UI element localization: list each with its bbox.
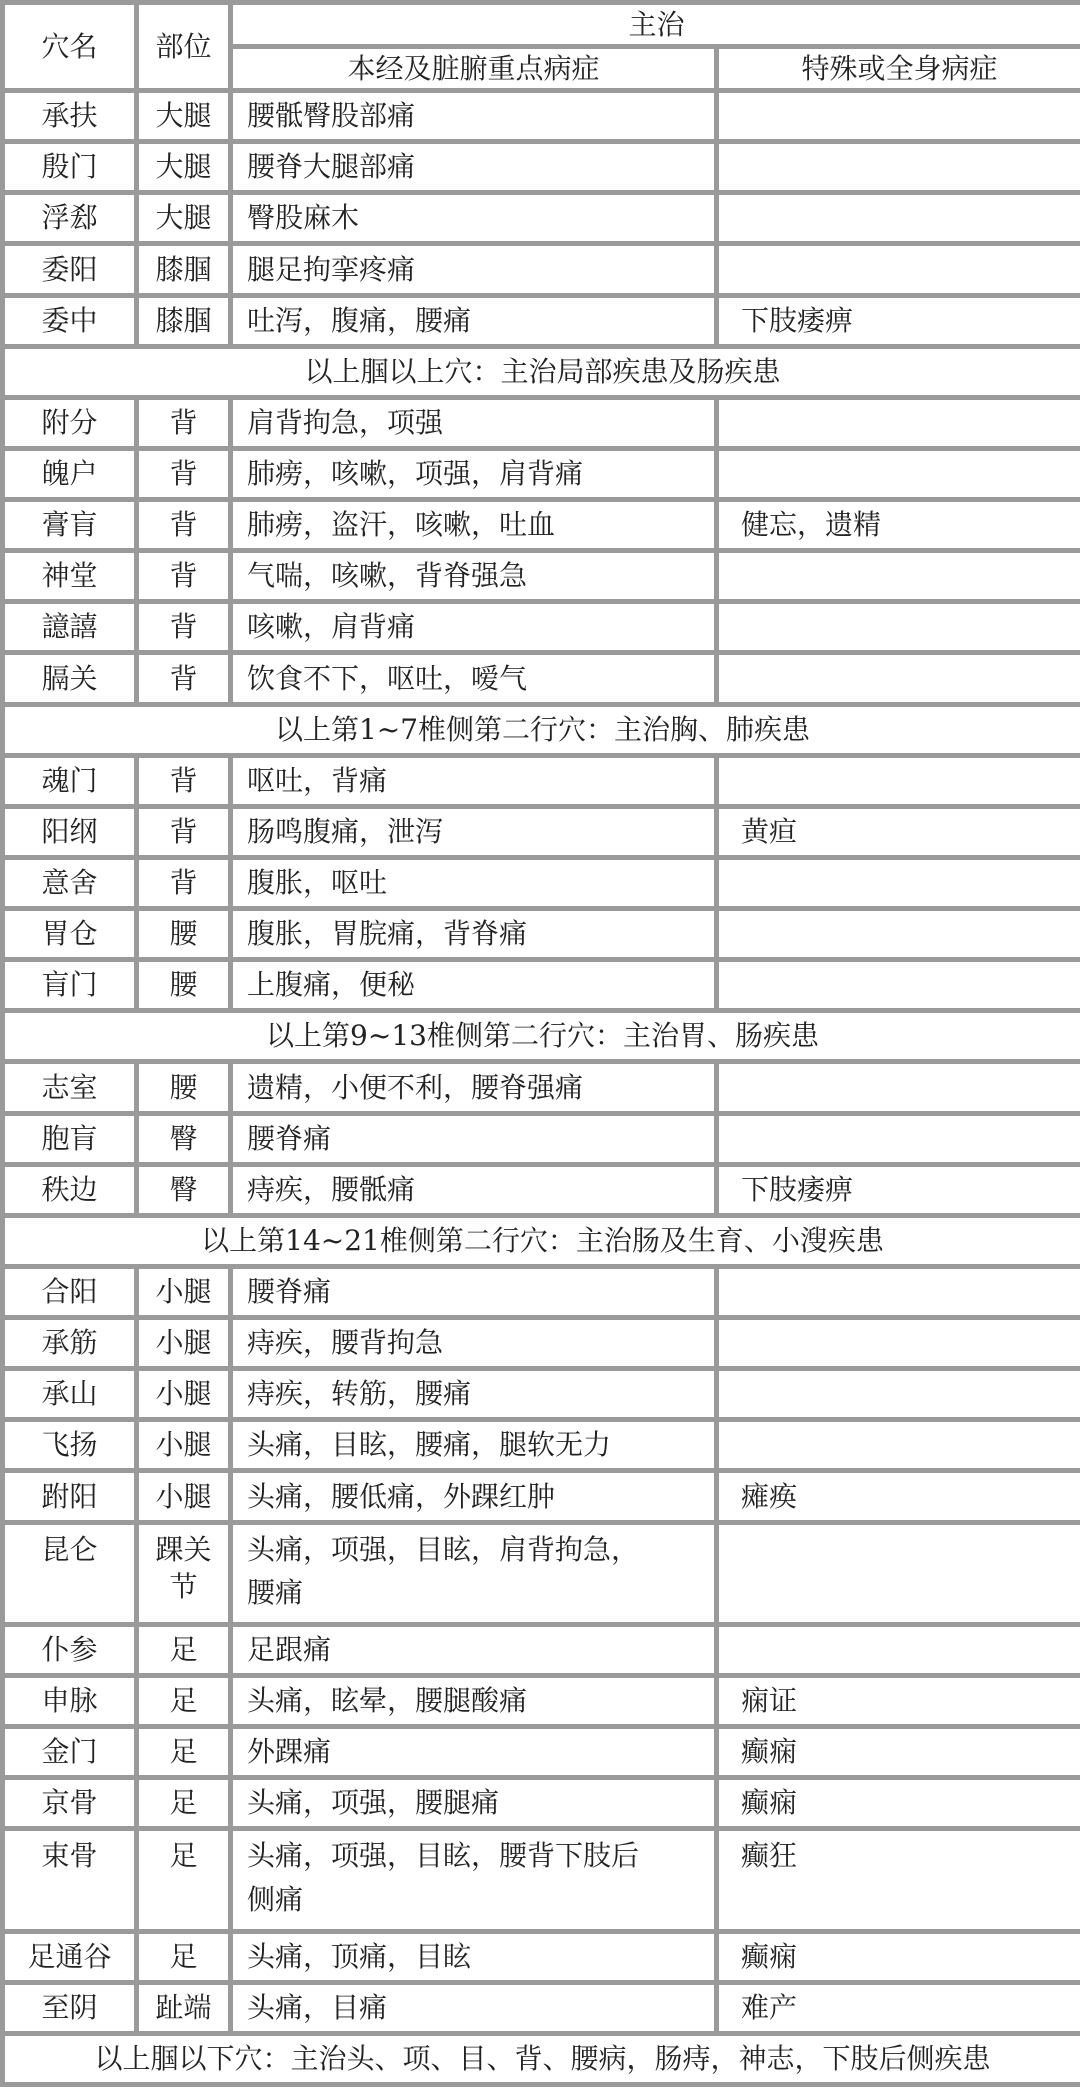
indication-line-2: 侧痛 xyxy=(247,1883,304,1917)
point-site: 小腿 xyxy=(137,1471,231,1522)
point-name: 京骨 xyxy=(3,1778,137,1829)
special-indications xyxy=(717,448,1080,499)
header-site: 部位 xyxy=(137,3,231,91)
point-site: 小腿 xyxy=(137,1266,231,1317)
point-site: 背 xyxy=(137,755,231,806)
table-row xyxy=(3,244,1080,295)
special-indications xyxy=(717,602,1080,653)
special-indications: 难产 xyxy=(717,1982,1080,2033)
point-site: 大腿 xyxy=(137,91,231,142)
special-indications xyxy=(717,755,1080,806)
meridian-indications: 腰脊痛 xyxy=(231,1266,717,1317)
meridian-indications: 头痛，腰低痛，外踝红肿 xyxy=(231,1471,717,1522)
point-name: 合阳 xyxy=(3,1266,137,1317)
meridian-indications: 饮食不下，呕吐，嗳气 xyxy=(231,653,717,704)
table-row xyxy=(3,1318,1080,1369)
meridian-indications: 上腹痛，便秘 xyxy=(231,960,717,1011)
special-indications xyxy=(717,653,1080,704)
point-name: 神堂 xyxy=(3,551,137,602)
point-name: 肓门 xyxy=(3,960,137,1011)
meridian-indications: 肩背拘急，项强 xyxy=(231,397,717,448)
point-site: 背 xyxy=(137,500,231,551)
table-row xyxy=(3,448,1080,499)
header-row-1 xyxy=(3,3,1080,47)
table-row xyxy=(3,1624,1080,1675)
point-name: 魂门 xyxy=(3,755,137,806)
point-name: 承扶 xyxy=(3,91,137,142)
point-site: 背 xyxy=(137,448,231,499)
summary-text: 以上第9~13椎侧第二行穴：主治胃、肠疾患 xyxy=(3,1011,1080,1062)
special-indications xyxy=(717,1062,1080,1113)
header-meridian-diseases: 本经及脏腑重点病症 xyxy=(231,47,717,91)
special-indications xyxy=(717,551,1080,602)
point-name: 昆仑 xyxy=(3,1522,137,1624)
table-row xyxy=(3,806,1080,857)
table-row xyxy=(3,653,1080,704)
special-indications xyxy=(717,1318,1080,1369)
summary-text: 以上第1~7椎侧第二行穴：主治胸、肺疾患 xyxy=(3,704,1080,755)
table-row xyxy=(3,397,1080,448)
point-site: 背 xyxy=(137,551,231,602)
point-name: 仆参 xyxy=(3,1624,137,1675)
meridian-indications: 头痛，眩晕，腰腿酸痛 xyxy=(231,1675,717,1726)
point-name: 跗阳 xyxy=(3,1471,137,1522)
special-indications xyxy=(717,1113,1080,1164)
point-site: 趾端 xyxy=(137,1982,231,2033)
special-indications: 癫痫 xyxy=(717,1727,1080,1778)
point-site: 足 xyxy=(137,1829,231,1931)
point-name: 委阳 xyxy=(3,244,137,295)
point-site: 大腿 xyxy=(137,193,231,244)
point-name: 膏肓 xyxy=(3,500,137,551)
special-indications xyxy=(717,1420,1080,1471)
point-name: 金门 xyxy=(3,1727,137,1778)
table-row xyxy=(3,1829,1080,1931)
special-indications xyxy=(717,244,1080,295)
table-row xyxy=(3,1266,1080,1317)
special-indications: 癫痫 xyxy=(717,1931,1080,1982)
point-name: 承筋 xyxy=(3,1318,137,1369)
table-row xyxy=(3,1675,1080,1726)
point-site: 臀 xyxy=(137,1113,231,1164)
point-name: 志室 xyxy=(3,1062,137,1113)
point-site: 背 xyxy=(137,602,231,653)
point-site: 臀 xyxy=(137,1164,231,1215)
summary-row xyxy=(3,704,1080,755)
special-indications xyxy=(717,193,1080,244)
meridian-indications: 呕吐，背痛 xyxy=(231,755,717,806)
table-row xyxy=(3,1420,1080,1471)
meridian-indications: 足跟痛 xyxy=(231,1624,717,1675)
summary-row xyxy=(3,1215,1080,1266)
point-name: 束骨 xyxy=(3,1829,137,1931)
point-site: 小腿 xyxy=(137,1318,231,1369)
meridian-indications xyxy=(231,1829,717,1931)
meridian-indications: 腰骶臀股部痛 xyxy=(231,91,717,142)
point-name: 胞肓 xyxy=(3,1113,137,1164)
meridian-indications: 腹胀，胃脘痛，背脊痛 xyxy=(231,909,717,960)
point-site: 背 xyxy=(137,857,231,908)
special-indications xyxy=(717,91,1080,142)
summary-text: 以上腘以上穴：主治局部疾患及肠疾患 xyxy=(3,346,1080,397)
point-name: 意舍 xyxy=(3,857,137,908)
point-name: 阳纲 xyxy=(3,806,137,857)
point-site: 腰 xyxy=(137,960,231,1011)
point-site: 背 xyxy=(137,653,231,704)
point-name: 胃仓 xyxy=(3,909,137,960)
point-site: 足 xyxy=(137,1778,231,1829)
special-indications: 黄疸 xyxy=(717,806,1080,857)
point-site: 小腿 xyxy=(137,1420,231,1471)
table-row xyxy=(3,1471,1080,1522)
point-name: 浮郄 xyxy=(3,193,137,244)
point-name: 魄户 xyxy=(3,448,137,499)
point-name: 殷门 xyxy=(3,142,137,193)
meridian-indications: 臀股麻木 xyxy=(231,193,717,244)
meridian-indications: 痔疾，转筋，腰痛 xyxy=(231,1369,717,1420)
point-site: 腰 xyxy=(137,909,231,960)
special-indications: 瘫痪 xyxy=(717,1471,1080,1522)
meridian-indications xyxy=(231,1522,717,1624)
meridian-indications: 吐泻，腹痛，腰痛 xyxy=(231,295,717,346)
point-site: 足 xyxy=(137,1931,231,1982)
meridian-indications: 肺痨，盗汗，咳嗽，吐血 xyxy=(231,500,717,551)
point-name: 膈关 xyxy=(3,653,137,704)
table-row xyxy=(3,857,1080,908)
special-indications: 癫狂 xyxy=(717,1829,1080,1931)
summary-row xyxy=(3,1011,1080,1062)
point-site: 足 xyxy=(137,1675,231,1726)
point-site: 背 xyxy=(137,397,231,448)
special-indications xyxy=(717,1522,1080,1624)
meridian-indications: 肠鸣腹痛，泄泻 xyxy=(231,806,717,857)
point-site: 踝关节 xyxy=(137,1522,231,1624)
meridian-indications: 痔疾，腰背拘急 xyxy=(231,1318,717,1369)
table-body xyxy=(3,91,1080,2085)
table-row xyxy=(3,1522,1080,1624)
table-row xyxy=(3,500,1080,551)
table-row xyxy=(3,1778,1080,1829)
meridian-indications: 腰脊大腿部痛 xyxy=(231,142,717,193)
point-site: 足 xyxy=(137,1624,231,1675)
table-row xyxy=(3,960,1080,1011)
meridian-indications: 腰脊痛 xyxy=(231,1113,717,1164)
special-indications xyxy=(717,857,1080,908)
table-row xyxy=(3,1164,1080,1215)
table-row xyxy=(3,1113,1080,1164)
point-site: 足 xyxy=(137,1727,231,1778)
meridian-indications: 气喘，咳嗽，背脊强急 xyxy=(231,551,717,602)
table-row xyxy=(3,755,1080,806)
special-indications xyxy=(717,142,1080,193)
special-indications: 健忘，遗精 xyxy=(717,500,1080,551)
special-indications: 下肢痿痹 xyxy=(717,1164,1080,1215)
indication-line-1: 头痛，项强，目眩，肩背拘急， xyxy=(247,1532,640,1566)
special-indications: 癫痫 xyxy=(717,1778,1080,1829)
table-row xyxy=(3,1931,1080,1982)
special-indications xyxy=(717,960,1080,1011)
special-indications xyxy=(717,1266,1080,1317)
point-name: 附分 xyxy=(3,397,137,448)
table-row xyxy=(3,602,1080,653)
header-point-name: 穴名 xyxy=(3,3,137,91)
summary-row xyxy=(3,2033,1080,2084)
point-name: 秩边 xyxy=(3,1164,137,1215)
meridian-indications: 外踝痛 xyxy=(231,1727,717,1778)
special-indications xyxy=(717,909,1080,960)
point-site: 膝腘 xyxy=(137,295,231,346)
table-row xyxy=(3,1982,1080,2033)
point-name: 承山 xyxy=(3,1369,137,1420)
table-row xyxy=(3,909,1080,960)
meridian-indications: 腹胀，呕吐 xyxy=(231,857,717,908)
meridian-indications: 头痛，目眩，腰痛，腿软无力 xyxy=(231,1420,717,1471)
summary-text: 以上腘以下穴：主治头、项、目、背、腰病，肠痔，神志，下肢后侧疾患 xyxy=(3,2033,1080,2084)
meridian-indications: 头痛，项强，腰腿痛 xyxy=(231,1778,717,1829)
special-indications xyxy=(717,1369,1080,1420)
point-site: 大腿 xyxy=(137,142,231,193)
header-indications: 主治 xyxy=(231,3,1080,47)
special-indications xyxy=(717,397,1080,448)
point-name: 委中 xyxy=(3,295,137,346)
point-name: 至阴 xyxy=(3,1982,137,2033)
special-indications: 痫证 xyxy=(717,1675,1080,1726)
table-row xyxy=(3,91,1080,142)
point-site: 背 xyxy=(137,806,231,857)
indication-line-1: 头痛，项强，目眩，腰背下肢后 xyxy=(247,1839,640,1873)
point-site: 腰 xyxy=(137,1062,231,1113)
point-name: 飞扬 xyxy=(3,1420,137,1471)
meridian-indications: 肺痨，咳嗽，项强，肩背痛 xyxy=(231,448,717,499)
meridian-indications: 咳嗽，肩背痛 xyxy=(231,602,717,653)
meridian-indications: 头痛，顶痛，目眩 xyxy=(231,1931,717,1982)
summary-row xyxy=(3,346,1080,397)
table-row xyxy=(3,193,1080,244)
point-site: 小腿 xyxy=(137,1369,231,1420)
table-row xyxy=(3,551,1080,602)
point-name: 足通谷 xyxy=(3,1931,137,1982)
meridian-indications: 腿足拘挛疼痛 xyxy=(231,244,717,295)
special-indications: 下肢痿痹 xyxy=(717,295,1080,346)
table-row xyxy=(3,1062,1080,1113)
table-row xyxy=(3,1369,1080,1420)
point-name: 申脉 xyxy=(3,1675,137,1726)
table-row xyxy=(3,142,1080,193)
indication-line-2: 腰痛 xyxy=(247,1576,304,1610)
header-special-diseases: 特殊或全身病症 xyxy=(717,47,1080,91)
point-name: 譩譆 xyxy=(3,602,137,653)
meridian-indications: 头痛，目痛 xyxy=(231,1982,717,2033)
meridian-indications: 痔疾，腰骶痛 xyxy=(231,1164,717,1215)
special-indications xyxy=(717,1624,1080,1675)
table-row xyxy=(3,1727,1080,1778)
meridian-indications: 遗精，小便不利，腰脊强痛 xyxy=(231,1062,717,1113)
point-site: 膝腘 xyxy=(137,244,231,295)
summary-text: 以上第14~21椎侧第二行穴：主治肠及生育、小溲疾患 xyxy=(3,1215,1080,1266)
table-row xyxy=(3,295,1080,346)
